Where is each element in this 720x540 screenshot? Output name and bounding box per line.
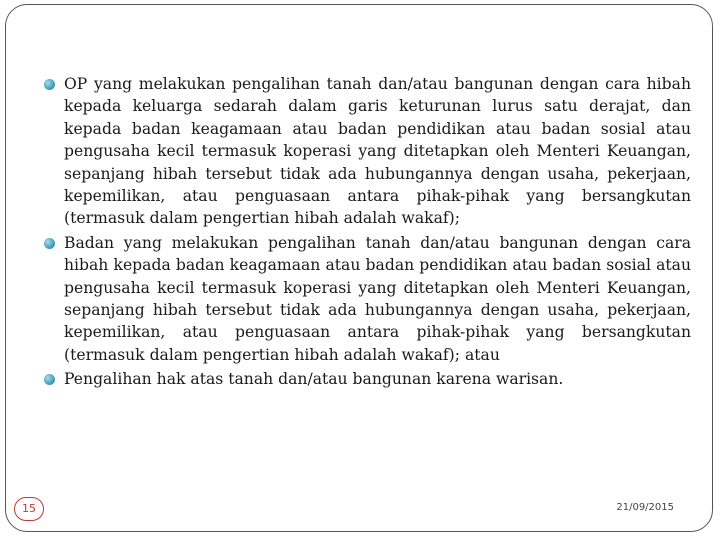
list-item (44, 73, 691, 230)
bullet-dot-icon (44, 79, 55, 90)
list-item (44, 232, 691, 366)
list-item-text: Badan yang melakukan pengalihan tanah dan/atau bangunan dengan cara hibah kepada badan keagamaan atau badan pendidikan atau badan sosial atau pengusaha kecil termasuk koperasi yang ditetapkan oleh Menteri Keuangan, sepanjang hibah tersebut tidak ada hubungannya dengan usaha, pekerjaan, kepemilikan, atau penguasaan antara pihak-pihak yang bersangkutan (termasuk dalam pengertian hibah adalah wakaf); atau (64, 233, 691, 364)
page-number: 15 (14, 497, 44, 521)
footer-date: 21/09/2015 (616, 502, 674, 513)
list-item-text: OP yang melakukan pengalihan tanah dan/atau bangunan dengan cara hibah kepada keluarga sedarah dalam garis keturunan lurus satu derajat, dan kepada badan keagamaan atau badan pendidikan atau badan sosial atau pengusaha kecil termasuk koperasi yang ditetapkan oleh Menteri Keuangan, sepanjang hibah tersebut tidak ada hubungannya dengan usaha, pekerjaan, kepemilikan, atau penguasaan antara pihak-pihak yang bersangkutan (termasuk dalam pengertian hibah adalah wakaf); (64, 75, 691, 228)
slide-frame (5, 4, 713, 532)
list-item-text: Pengalihan hak atas tanah dan/atau bangunan karena warisan. (64, 370, 564, 389)
bullet-dot-icon (44, 374, 55, 385)
bullet-list (44, 73, 691, 393)
bullet-dot-icon (44, 238, 55, 249)
list-item (44, 368, 691, 390)
